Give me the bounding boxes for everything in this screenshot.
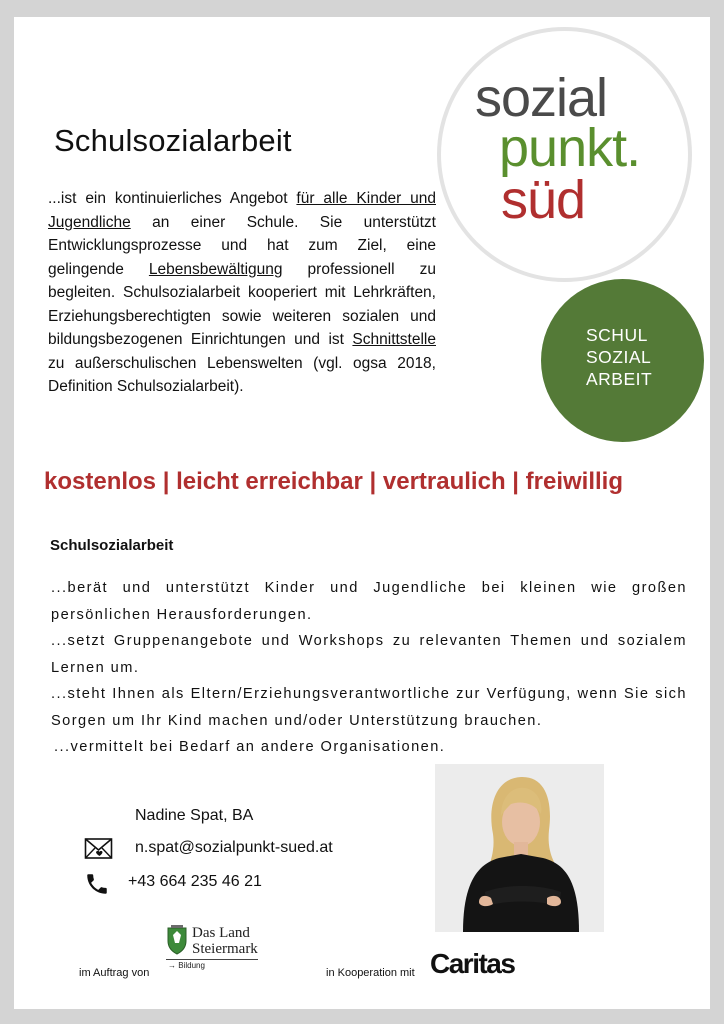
commissioned-by-label: im Auftrag von bbox=[79, 967, 150, 979]
logo-line-sozial: sozial bbox=[475, 68, 608, 128]
flyer-page bbox=[14, 17, 710, 1009]
services-list bbox=[51, 575, 687, 761]
contact-photo bbox=[435, 764, 604, 932]
land-line2: Steiermark bbox=[192, 941, 258, 957]
logo-line-sued: süd bbox=[501, 170, 586, 230]
coat-of-arms-icon bbox=[166, 925, 188, 955]
land-sub: → Bildung bbox=[168, 961, 205, 970]
cooperation-label: in Kooperation mit bbox=[326, 967, 415, 979]
logo-line-punkt: punkt. bbox=[499, 118, 641, 178]
contact-name: Nadine Spat, BA bbox=[135, 807, 254, 824]
phone-icon bbox=[84, 871, 110, 897]
tagline: kostenlos | leicht erreichbar | vertraulich | freiwillig bbox=[44, 468, 623, 495]
services-heading: Schulsozialarbeit bbox=[50, 537, 174, 554]
contact-email[interactable]: n.spat@sozialpunkt-sued.at bbox=[135, 839, 333, 856]
caritas-logo: Caritas bbox=[430, 948, 515, 979]
service-item: ...setzt Gruppenangebote und Workshops zu relevanten Themen und sozialem Lernen um. bbox=[51, 633, 687, 676]
service-item: ...berät und unterstützt Kinder und Jugendliche bei kleinen wie großen persönlichen Herausforderungen. bbox=[51, 580, 687, 623]
portrait-illustration bbox=[435, 764, 604, 932]
service-item: ...vermittelt bei Bedarf an andere Organisationen. bbox=[54, 739, 446, 755]
land-steiermark-logo bbox=[166, 923, 260, 978]
contact-phone[interactable]: +43 664 235 46 21 bbox=[128, 873, 262, 890]
envelope-icon bbox=[84, 837, 114, 861]
land-line1: Das Land bbox=[192, 925, 250, 941]
land-divider bbox=[166, 959, 258, 960]
schulsozialarbeit-badge: SCHUL SOZIAL ARBEIT bbox=[541, 279, 704, 442]
intro-paragraph: ...ist ein kontinuierliches Angebot für alle Kinder und Jugendliche an einer Schule. Sie unterstützt Entwicklungsprozesse und hat zum Ziel, eine gelingende Lebensbewältigung professionell zu begleiten. Schulsozialarbeit kooperiert mit Lehrkräften, Erziehungsberechtigten sowie weiteren sozialen und bildungsbezogenen Einrichtungen und ist Schnittstelle zu außerschulischen Lebenswelten (vgl. ogsa 2018, Definition Schulsozialarbeit). bbox=[48, 190, 436, 395]
sozialpunkt-logo bbox=[437, 27, 692, 282]
service-item: ...steht Ihnen als Eltern/Erziehungsverantwortliche zur Verfügung, wenn Sie sich Sorgen um Ihr Kind machen und/oder Unterstützung brauchen. bbox=[51, 686, 687, 729]
page-title: Schulsozialarbeit bbox=[54, 123, 292, 158]
